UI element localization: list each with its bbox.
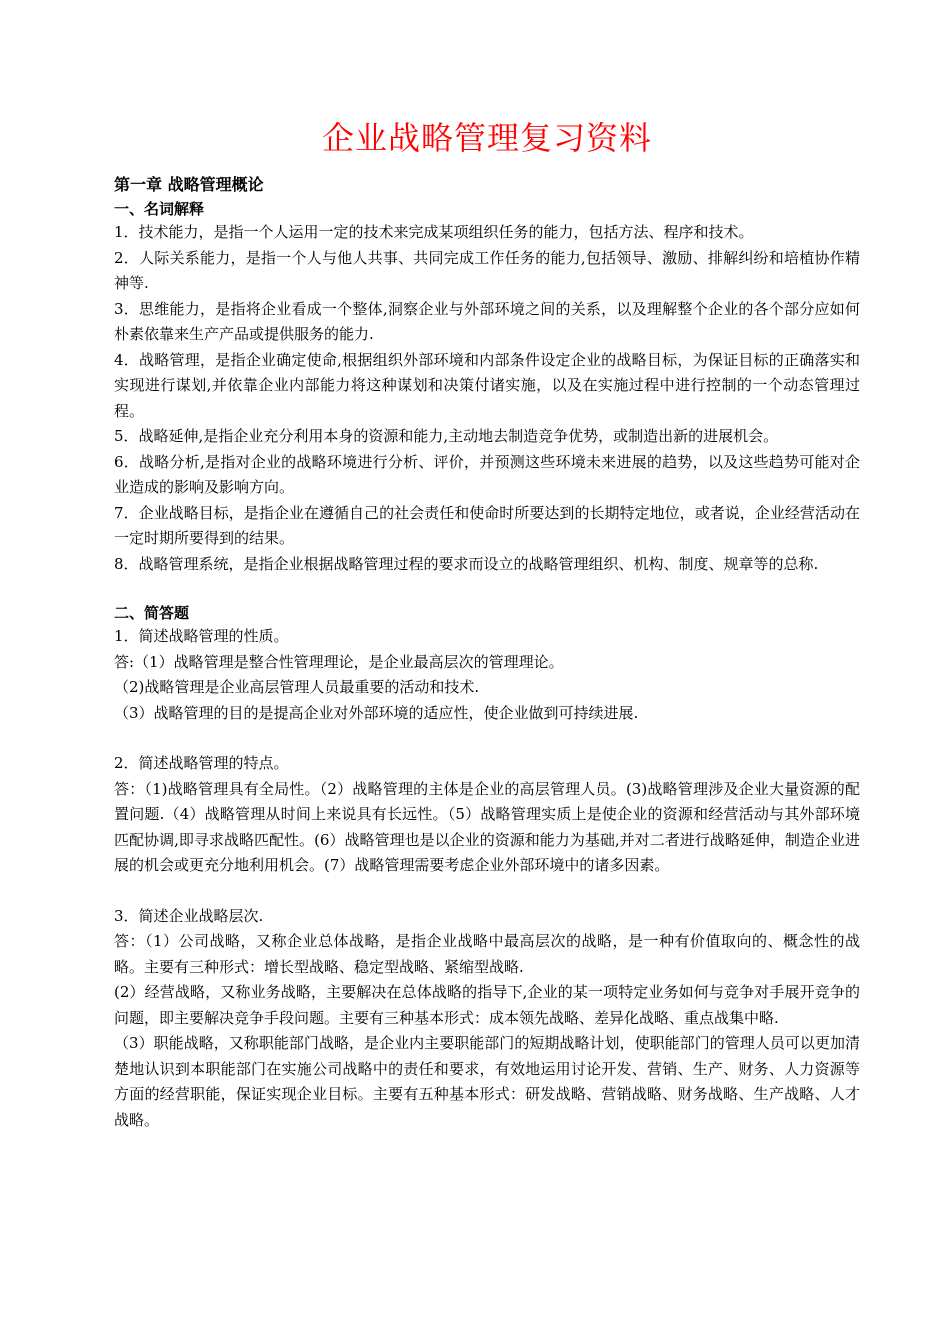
definition-item: 6．战略分析,是指对企业的战略环境进行分析、评价，并预测这些环境未来进展的趋势，以及这些趋势可能对企业造成的影响及影响方向。 [114,452,860,496]
document-page [114,112,860,1133]
spacer [114,577,860,602]
definition-item: 2．人际关系能力，是指一个人与他人共事、共同完成工作任务的能力,包括领导、激励、排解纠纷和培植协作精神等. [114,248,860,292]
question-text: 3．简述企业战略层次. [114,906,264,925]
definition-item: 5．战略延伸,是指企业充分利用本身的资源和能力,主动地去制造竞争优势，或制造出新的进展机会。 [114,427,779,445]
answer-paragraph: 答:（1）战略管理是整合性管理理论，是企业最高层次的管理理论。 [114,652,564,671]
definition-item: 1．技术能力，是指一个人运用一定的技术来完成某项组织任务的能力，包括方法、程序和技术。 [114,223,754,241]
definition-item: 8．战略管理系统，是指企业根据战略管理过程的要求而设立的战略管理组织、机构、制度、规章等的总称. [114,554,819,573]
answer-paragraph: （2)战略管理是企业高层管理人员最重要的活动和技术. [114,678,480,696]
question-text: 1．简述战略管理的性质。 [114,627,289,645]
definition-item: 3．思维能力，是指将企业看成一个整体,洞察企业与外部环境之间的关系，以及理解整个企业的各个部分应如何朴素依靠来生产产品或提供服务的能力. [114,299,860,343]
answer-paragraph: (2）经营战略，又称业务战略，主要解决在总体战略的指导下,企业的某一项特定业务如何与竞争对手展开竞争的问题，即主要解决竞争手段问题。主要有三种基本形式：成本领先战略、差异化战略、重点战集中略. [114,983,860,1027]
definition-item: 4．战略管理，是指企业确定使命,根据组织外部环境和内部条件设定企业的战略目标，为保证目标的正确落实和实现进行谋划,并依靠企业内部能力将这种谋划和决策付诸实施，以及在实施过程中进行控制的一个动态管理过程。 [114,350,860,420]
spacer [114,726,860,751]
answer-paragraph: 答：（1）公司战略，又称企业总体战略，是指企业战略中最高层次的战略，是一种有价值取向的、概念性的战略。主要有三种形式：增长型战略、稳定型战略、紧缩型战略. [114,932,860,976]
answer-paragraph: （3）战略管理的目的是提高企业对外部环境的适应性，使企业做到可持续进展. [114,703,639,722]
answer-paragraph: （3）职能战略，又称职能部门战略，是企业内主要职能部门的短期战略计划，使职能部门的管理人员可以更加清楚地认识到本职能部门在实施公司战略中的责任和要求，有效地运用讨论开发、营销、生产、财务、人力资源等方面的经营职能，保证实现企业目标。主要有五种基本形式：研发战略、营销战略、财务战略、生产战略、人才战略。 [114,1034,860,1129]
chapter-heading: 第一章 战略管理概论 [114,175,264,194]
definition-item: 7．企业战略目标，是指企业在遵循自己的社会责任和使命时所要达到的长期特定地位，或者说，企业经营活动在一定时期所要得到的结果。 [114,503,860,547]
section-heading-definitions: 一、名词解释 [114,200,205,218]
section-heading-short-answers: 二、简答题 [114,604,190,622]
document-title: 企业战略管理复习资料 [321,119,652,157]
answer-paragraph: 答：（1)战略管理具有全局性。（2）战略管理的主体是企业的高层管理人员。(3)战略管理涉及企业大量资源的配置问题.（4）战略管理从时间上来说具有长远性。（5）战略管理实质上是使企业的资源和经营活动与其外部环境匹配协调,即寻求战略匹配性。(6）战略管理也是以企业的资源和能力为基础,并对二者进行战略延伸，制造企业进展的机会或更充分地利用机会。(7）战略管理需要考虑企业外部环境中的诸多因素。 [114,779,860,874]
question-text: 2．简述战略管理的特点。 [114,754,289,772]
spacer [114,879,860,904]
